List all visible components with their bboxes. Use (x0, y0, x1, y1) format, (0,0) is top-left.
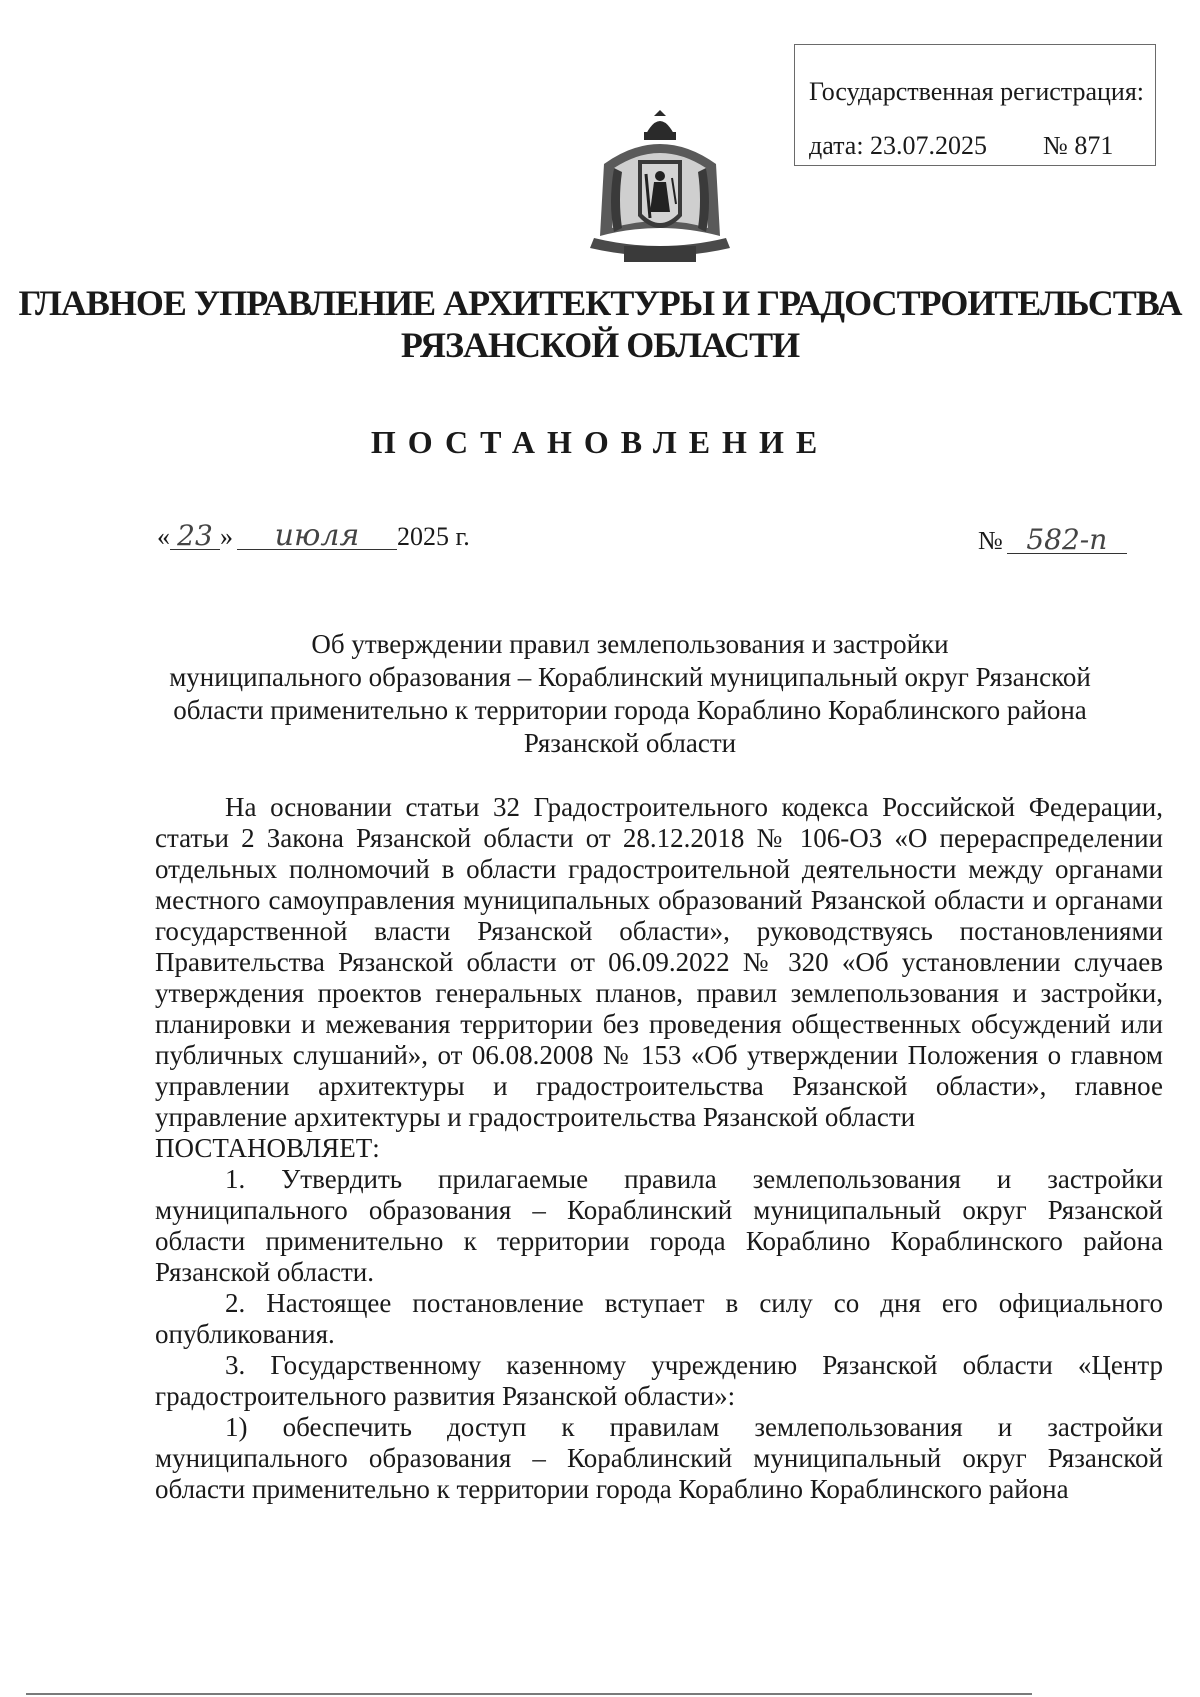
subject-line: муниципального образования – Кораблинский муниципальный округ Рязанской (169, 662, 1091, 692)
handwritten-number: 582-п (1007, 527, 1127, 554)
date-close-quote: » (220, 522, 233, 551)
handwritten-day: 23 (170, 523, 220, 550)
org-line-1: ГЛАВНОЕ УПРАВЛЕНИЕ АРХИТЕКТУРЫ И ГРАДОСТРОИТЕЛЬСТВА (18, 283, 1182, 323)
registration-stamp (794, 44, 1156, 166)
item-3: 3. Государственному казенному учреждению Рязанской области «Центр градостроительного развития Рязанской области»: (155, 1350, 1163, 1411)
number-label: № (978, 526, 1003, 555)
subject-line: Об утверждении правил землепользования и застройки (311, 629, 949, 659)
registration-details (809, 119, 1155, 173)
date-open-quote: « (157, 522, 170, 551)
registration-number: № 871 (1043, 131, 1114, 160)
document-subject (130, 628, 1130, 760)
date-year: 2025 г. (397, 522, 470, 551)
document-type: ПОСТАНОВЛЕНИЕ (370, 424, 830, 460)
registration-date: дата: 23.07.2025 (809, 131, 988, 160)
organization-title (0, 282, 1200, 366)
document-number (978, 523, 1127, 556)
document-body (155, 792, 1163, 1505)
handwritten-month: июля (237, 523, 397, 550)
subject-line: области применительно к территории города Кораблино Кораблинского района (173, 695, 1087, 725)
document-date (157, 518, 470, 553)
item-1: 1. Утвердить прилагаемые правила землепользования и застройки муниципального образования – Кораблинский муниципальный округ Рязанской области применительно к территории города Кораблино Кораблинского района Рязанской области. (155, 1164, 1163, 1287)
org-line-2: РЯЗАНСКОЙ ОБЛАСТИ (400, 325, 800, 365)
resolves-word: ПОСТАНОВЛЯЕТ: (155, 1133, 380, 1163)
page-bottom-divider (26, 1693, 1032, 1695)
registration-title: Государственная регистрация: (809, 77, 1145, 106)
preamble-paragraph: На основании статьи 32 Градостроительного кодекса Российской Федерации, статьи 2 Закона Рязанской области от 28.12.2018 № 106-ОЗ «О перераспределении отдельных полномочий в области градостроительной деятельности между органами местного самоуправления муниципальных образований Рязанской области и органами государственной власти Рязанской области», руководствуясь постановлениями Правительства Рязанской области от 06.09.2022 № 320 «Об установлении случаев утверждения проектов генеральных планов, правил землепользования и застройки, планировки и межевания территории без проведения общественных обсуждений или публичных слушаний», от 06.08.2008 № 153 «Об утверждении Положения о главном управлении архитектуры и градостроительства Рязанской области», главное управление архитектуры и градостроительства Рязанской области (155, 792, 1163, 1132)
item-2: 2. Настоящее постановление вступает в силу со дня его официального опубликования. (155, 1288, 1163, 1349)
coat-of-arms-icon (584, 108, 736, 268)
subject-line: Рязанской области (523, 728, 737, 758)
item-3-subitem-1: 1) обеспечить доступ к правилам землепользования и застройки муниципального образования – Кораблинский муниципальный округ Рязанской области применительно к территории города Кораблино Кораблинского района (155, 1412, 1163, 1504)
